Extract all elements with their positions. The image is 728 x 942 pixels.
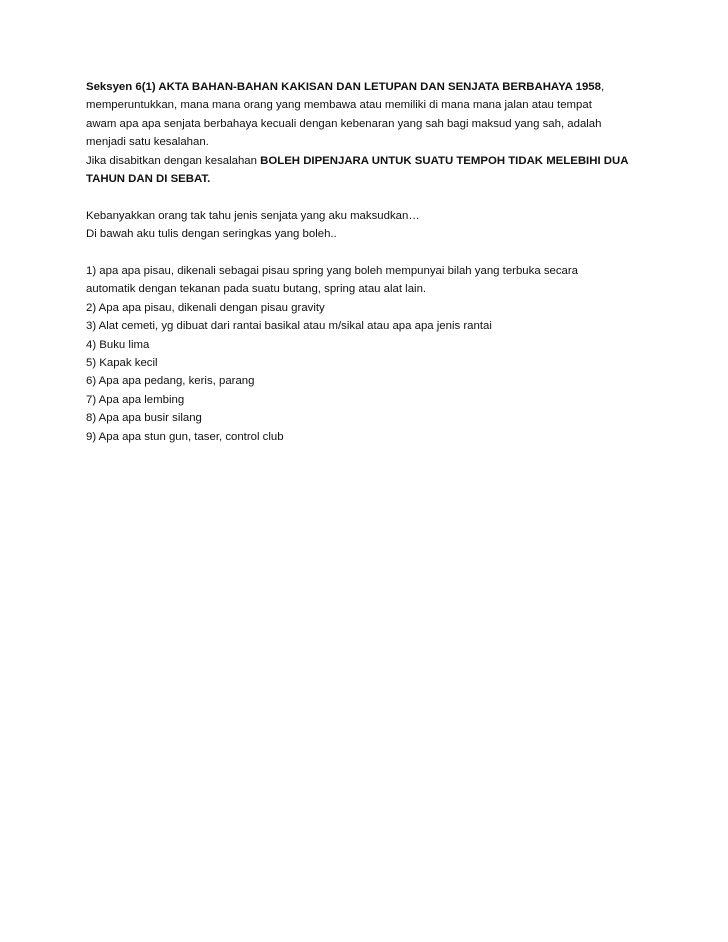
law-title-comma: , <box>600 81 605 93</box>
law-text-line-1: memperuntukkan, mana mana orang yang membawa atau memiliki di mana mana jalan atau tempat <box>86 99 592 112</box>
paragraph-spacer <box>86 188 646 206</box>
penalty-prefix: Jika disabitkan dengan kesalahan <box>86 154 261 167</box>
weapon-list-line: 1) apa apa pisau, dikenali sebagai pisau spring yang boleh mempunyai bilah yang terbuka secara <box>86 265 579 278</box>
weapon-list-line: 8) Apa apa busir silang <box>86 412 202 425</box>
paragraph-spacer <box>86 244 646 262</box>
intro-line-1: Kebanyakkan orang tak tahu jenis senjata yang aku maksudkan… <box>86 209 420 222</box>
law-text-line-2: awam apa apa senjata berbahaya kecuali dengan kebenaran yang sah bagi maksud yang sah, adalah <box>86 117 602 130</box>
weapon-list-line: 5) Kapak kecil <box>86 357 158 370</box>
weapon-list-line: 7) Apa apa lembing <box>86 393 185 406</box>
weapon-list-line: 9) Apa apa stun gun, taser, control club <box>86 430 284 443</box>
law-title: Seksyen 6(1) AKTA BAHAN-BAHAN KAKISAN DAN LETUPAN DAN SENJATA BERBAHAYA 1958 <box>86 81 601 93</box>
intro-line-2: Di bawah aku tulis dengan seringkas yang boleh.. <box>86 228 337 241</box>
document-content <box>86 78 646 446</box>
weapon-list-line: 3) Alat cemeti, yg dibuat dari rantai basikal atau m/sikal atau apa apa jenis rantai <box>86 320 492 333</box>
penalty-line-1 <box>86 152 646 170</box>
law-text-line-3: menjadi satu kesalahan. <box>86 136 209 149</box>
weapon-list-line: automatik dengan tekanan pada suatu butang, spring atau alat lain. <box>86 283 427 296</box>
penalty-bold-line-2: TAHUN DAN DI SEBAT. <box>86 173 211 186</box>
weapon-list-line: 4) Buku lima <box>86 338 150 351</box>
weapon-list-line: 6) Apa apa pedang, keris, parang <box>86 375 255 388</box>
penalty-bold-line-1: BOLEH DIPENJARA UNTUK SUATU TEMPOH TIDAK MELEBIHI DUA <box>260 154 629 167</box>
weapon-list-line: 2) Apa apa pisau, dikenali dengan pisau gravity <box>86 301 325 314</box>
law-title-line <box>86 78 646 96</box>
